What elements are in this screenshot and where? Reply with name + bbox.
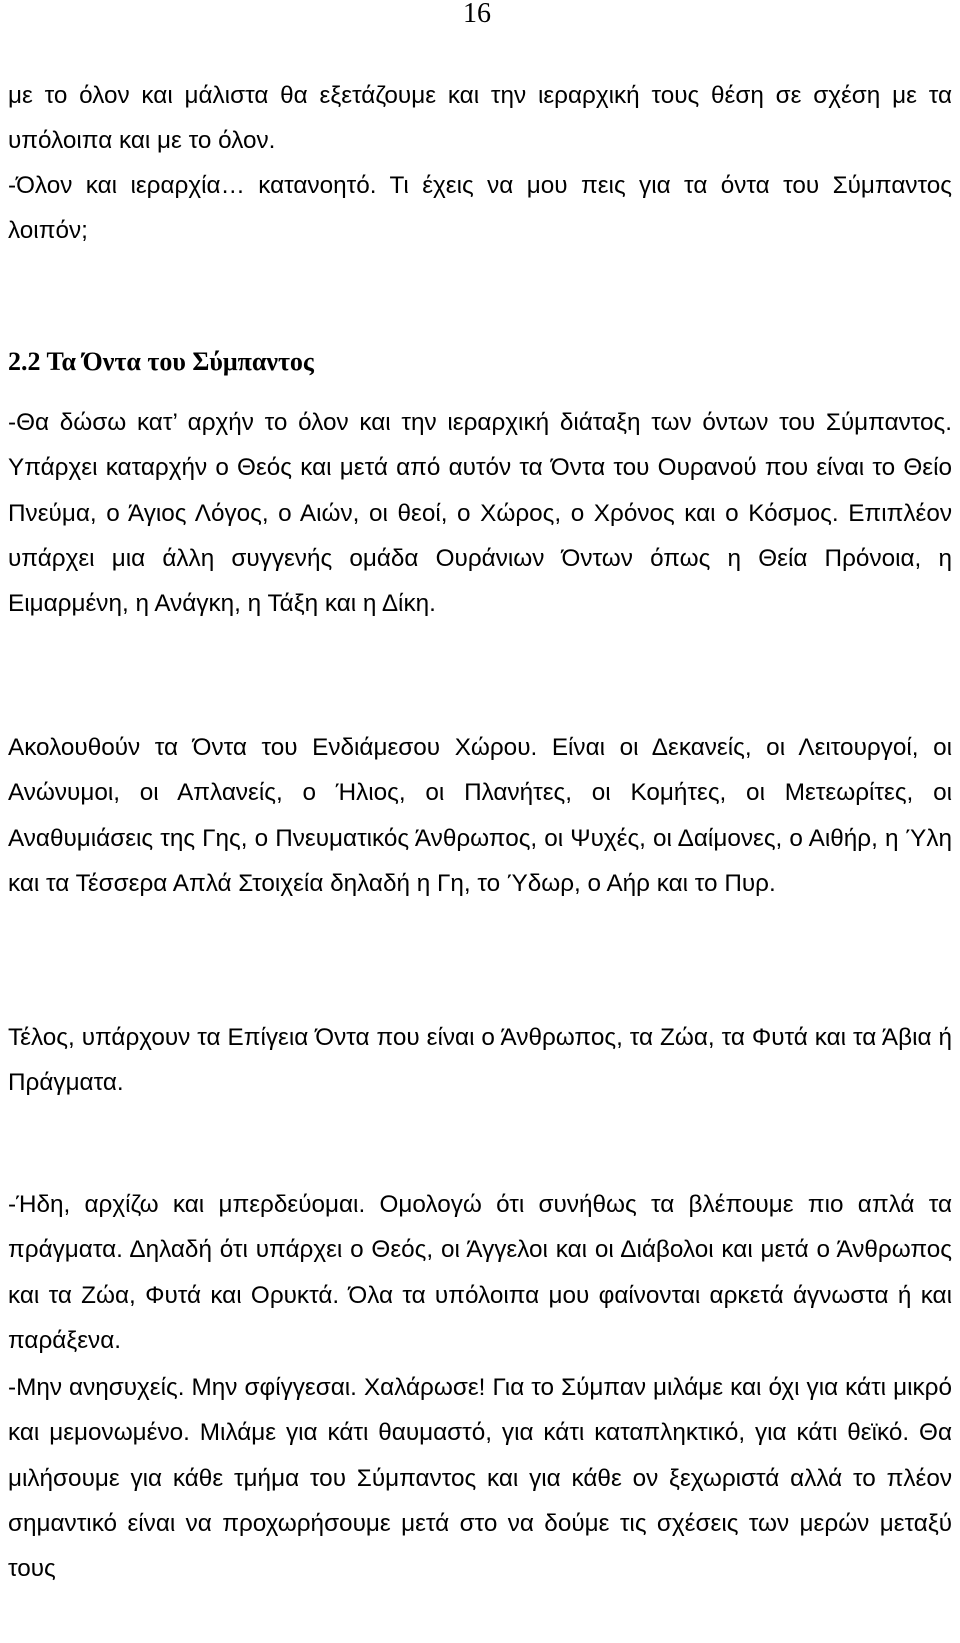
paragraph-confusion: -Ήδη, αρχίζω και μπερδεύομαι. Ομολογώ ότι συνήθως τα βλέπουμε πιο απλά τα πράγματα. Δηλαδή ότι υπάρχει ο Θεός, οι Άγγελοι και οι Διάβολοι και μετά ο Άνθρωπος και τα Ζώα, Φυτά και Ορυκτά. Όλα τα υπόλοιπα μου φαίνονται αρκετά άγνωστα ή και παράξενα. <box>8 1191 952 1354</box>
paragraph-question-beings: -Όλον και ιεραρχία… κατανοητό. Τι έχεις να μου πεις για τα όντα του Σύμπαντος λοιπόν; <box>8 172 952 245</box>
paragraph-earthly-beings: Τέλος, υπάρχουν τα Επίγεια Όντα που είναι ο Άνθρωπος, τα Ζώα, τα Φυτά και τα Άβια ή Πράγματα. <box>8 1024 952 1097</box>
paragraph-intermediate-beings: Ακολουθούν τα Όντα του Ενδιάμεσου Χώρου. Είναι οι Δεκανείς, οι Λειτουργοί, οι Ανώνυμοι, οι Απλανείς, ο Ήλιος, οι Πλανήτες, οι Κομήτες, οι Μετεωρίτες, οι Αναθυμιάσεις της Γης, ο Πνευματικός Άνθρωπος, οι Ψυχές, οι Δαίμονες, ο Αιθήρ, η Ύλη και τα Τέσσερα Απλά Στοιχεία δηλαδή η Γη, το Ύδωρ, ο Αήρ και το Πυρ. <box>8 734 952 897</box>
paragraph-heavenly-beings: -Θα δώσω κατ’ αρχήν το όλον και την ιεραρχική διάταξη των όντων του Σύμπαντος. Υπάρχει καταρχήν ο Θεός και μετά από αυτόν τα Όντα του Ουρανού που είναι το Θείο Πνεύμα, ο Άγιος Λόγος, ο Αιών, οι θεοί, ο Χώρος, ο Χρόνος και ο Κόσμος. Επιπλέον υπάρχει μια άλλη συγγενής ομάδα Ουράνιων Όντων όπως η Θεία Πρόνοια, η Ειμαρμένη, η Ανάγκη, η Τάξη και η Δίκη. <box>8 409 952 618</box>
page-number: 16 <box>463 0 491 29</box>
paragraph-reassurance: -Μην ανησυχείς. Μην σφίγγεσαι. Χαλάρωσε! Για το Σύμπαν μιλάμε και όχι για κάτι μικρό και μεμονωμένο. Μιλάμε για κάτι θαυμαστό, για κάτι καταπληκτικό, για κάτι θεϊκό. Θα μιλήσουμε για κάθε τμήμα του Σύμπαντος και για κάθε ον ξεχωριστά αλλά το πλέον σημαντικό είναι να προχωρήσουμε μετά στο να δούμε τις σχέσεις των μερών μεταξύ τους <box>8 1374 952 1583</box>
paragraph-continuation: με το όλον και μάλιστα θα εξετάζουμε και την ιεραρχική τους θέση σε σχέση με τα υπόλοιπα και με το όλον. <box>8 82 952 155</box>
section-heading: 2.2 Τα Όντα του Σύμπαντος <box>8 347 314 376</box>
